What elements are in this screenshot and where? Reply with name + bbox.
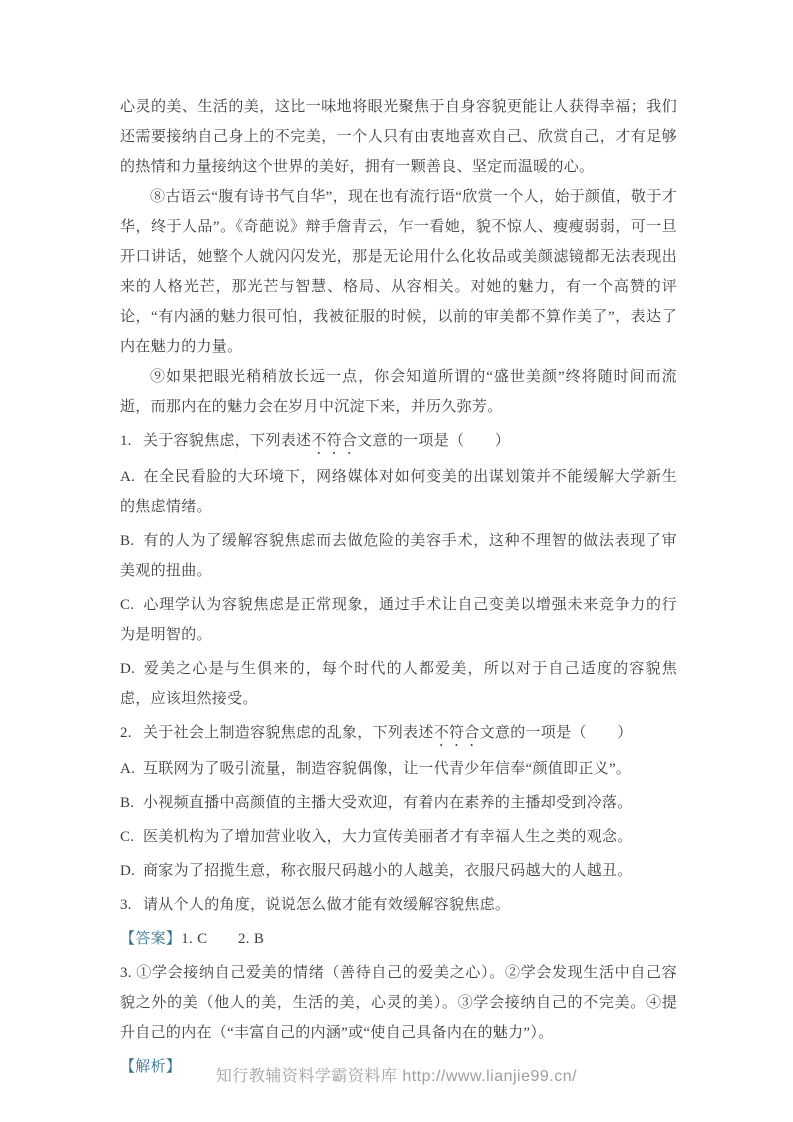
question-3: [120, 890, 677, 920]
question-3-text: 请从个人的角度，说说怎么做才能有效缓解容貌焦虑。: [143, 897, 511, 913]
option-label: A.: [120, 469, 136, 485]
document-content: [120, 92, 677, 1086]
option-text: 小视频直播中高颜值的主播大受欢迎，有着内在素养的主播却受到冷落。: [143, 795, 633, 811]
option-label: C.: [120, 597, 135, 613]
question-1-number: 1.: [120, 433, 132, 449]
question-1-emphasized-text: 不符合: [311, 433, 358, 449]
option-label: B.: [120, 533, 135, 549]
question-2-option-b: [120, 788, 677, 818]
option-label: A.: [120, 761, 136, 777]
question-2-text-before: 关于社会上制造容貌焦虑的乱象，下列表述: [143, 725, 434, 741]
passage-paragraph-8: ⑧古语云“腹有诗书气自华”，现在也有流行语“欣赏一个人，始于颜值，敬于才华，终于人品”。《奇葩说》辩手詹青云，乍一看她，貌不惊人、瘦瘦弱弱，可一旦开口讲话，她整个人就闪闪发光，那是无论用什么化妆品或美颜滤镜都无法表现出来的人格光芒，那光芒与智慧、格局、从容相关。对她的魅力，有一个高赞的评论，“有内涵的魅力很可怕，我被征服的时候，以前的审美都不算作美了”，表达了内在魅力的力量。: [120, 189, 677, 355]
option-text: 爱美之心是与生俱来的，每个时代的人都爱美，所以对于自己适度的容貌焦虑，应该坦然接受。: [120, 661, 677, 707]
watermark-footer: 知行教辅资料学霸资料库 http://www.lianjie99.cn/: [215, 1068, 578, 1085]
question-2: [120, 718, 677, 750]
option-label: B.: [120, 795, 135, 811]
option-text: 心理学认为容貌焦虑是正常现象，通过手术让自己变美以增强未来竞争力的行为是明智的。: [120, 597, 677, 643]
option-text: 医美机构为了增加营业收入，大力宣传美丽者才有幸福人生之类的观念。: [143, 829, 633, 845]
question-3-number: 3.: [120, 897, 132, 913]
option-text: 在全民看脸的大环境下，网络媒体对如何变美的出谋划策并不能缓解大学新生的焦虑情绪。: [120, 469, 677, 515]
answer-key-line: [120, 924, 677, 954]
question-2-number: 2.: [120, 725, 132, 741]
question-2-text-after: 文意的一项是（ ）: [479, 725, 633, 741]
question-1-text-before: 关于容貌焦虑，下列表述: [143, 433, 312, 449]
answer-values: 1. C 2. B: [181, 931, 265, 947]
question-2-option-c: [120, 822, 677, 852]
question-1: [120, 426, 677, 458]
question-1-option-d: [120, 654, 677, 714]
passage-paragraph-9: ⑨如果把眼光稍稍放长远一点，你会知道所谓的“盛世美颜”终将随时间而流逝，而那内在的魅力会在岁月中沉淀下来，并历久弥芳。: [120, 369, 677, 415]
question-1-option-c: [120, 590, 677, 650]
question-1-text-after: 文意的一项是（ ）: [357, 433, 511, 449]
option-text: 有的人为了缓解容貌焦虑而去做危险的美容手术，这种不理智的做法表现了审美观的扭曲。: [120, 533, 677, 579]
answer-label: 【答案】: [120, 931, 182, 947]
answer-question-3: 3. ①学会接纳自己爱美的情绪（善待自己的爱美之心）。②学会发现生活中自己容貌之外的美（他人的美，生活的美，心灵的美）。③学会接纳自己的不完美。④提升自己的内在（“丰富自己的内涵”或“使自己具备内在的魅力”）。: [120, 965, 677, 1041]
question-2-option-a: [120, 754, 677, 784]
option-label: D.: [120, 863, 136, 879]
analysis-label: 【解析】: [120, 1059, 182, 1075]
question-2-emphasized-text: 不符合: [433, 725, 480, 741]
option-text: 商家为了招揽生意，称衣服尺码越小的人越美，衣服尺码越大的人越丑。: [143, 863, 633, 879]
question-1-option-a: [120, 462, 677, 522]
option-text: 互联网为了吸引流量，制造容貌偶像，让一代青少年信奉“颜值即正义”。: [143, 761, 632, 777]
option-label: D.: [120, 661, 136, 677]
question-2-option-d: [120, 856, 677, 886]
question-1-option-b: [120, 526, 677, 586]
option-label: C.: [120, 829, 135, 845]
passage-paragraph-7-continuation: 心灵的美、生活的美，这比一味地将眼光聚焦于自身容貌更能让人获得幸福；我们还需要接纳自己身上的不完美，一个人只有由衷地喜欢自己、欣赏自己，才有足够的热情和力量接纳这个世界的美好，拥有一颗善良、坚定而温暖的心。: [120, 99, 677, 175]
